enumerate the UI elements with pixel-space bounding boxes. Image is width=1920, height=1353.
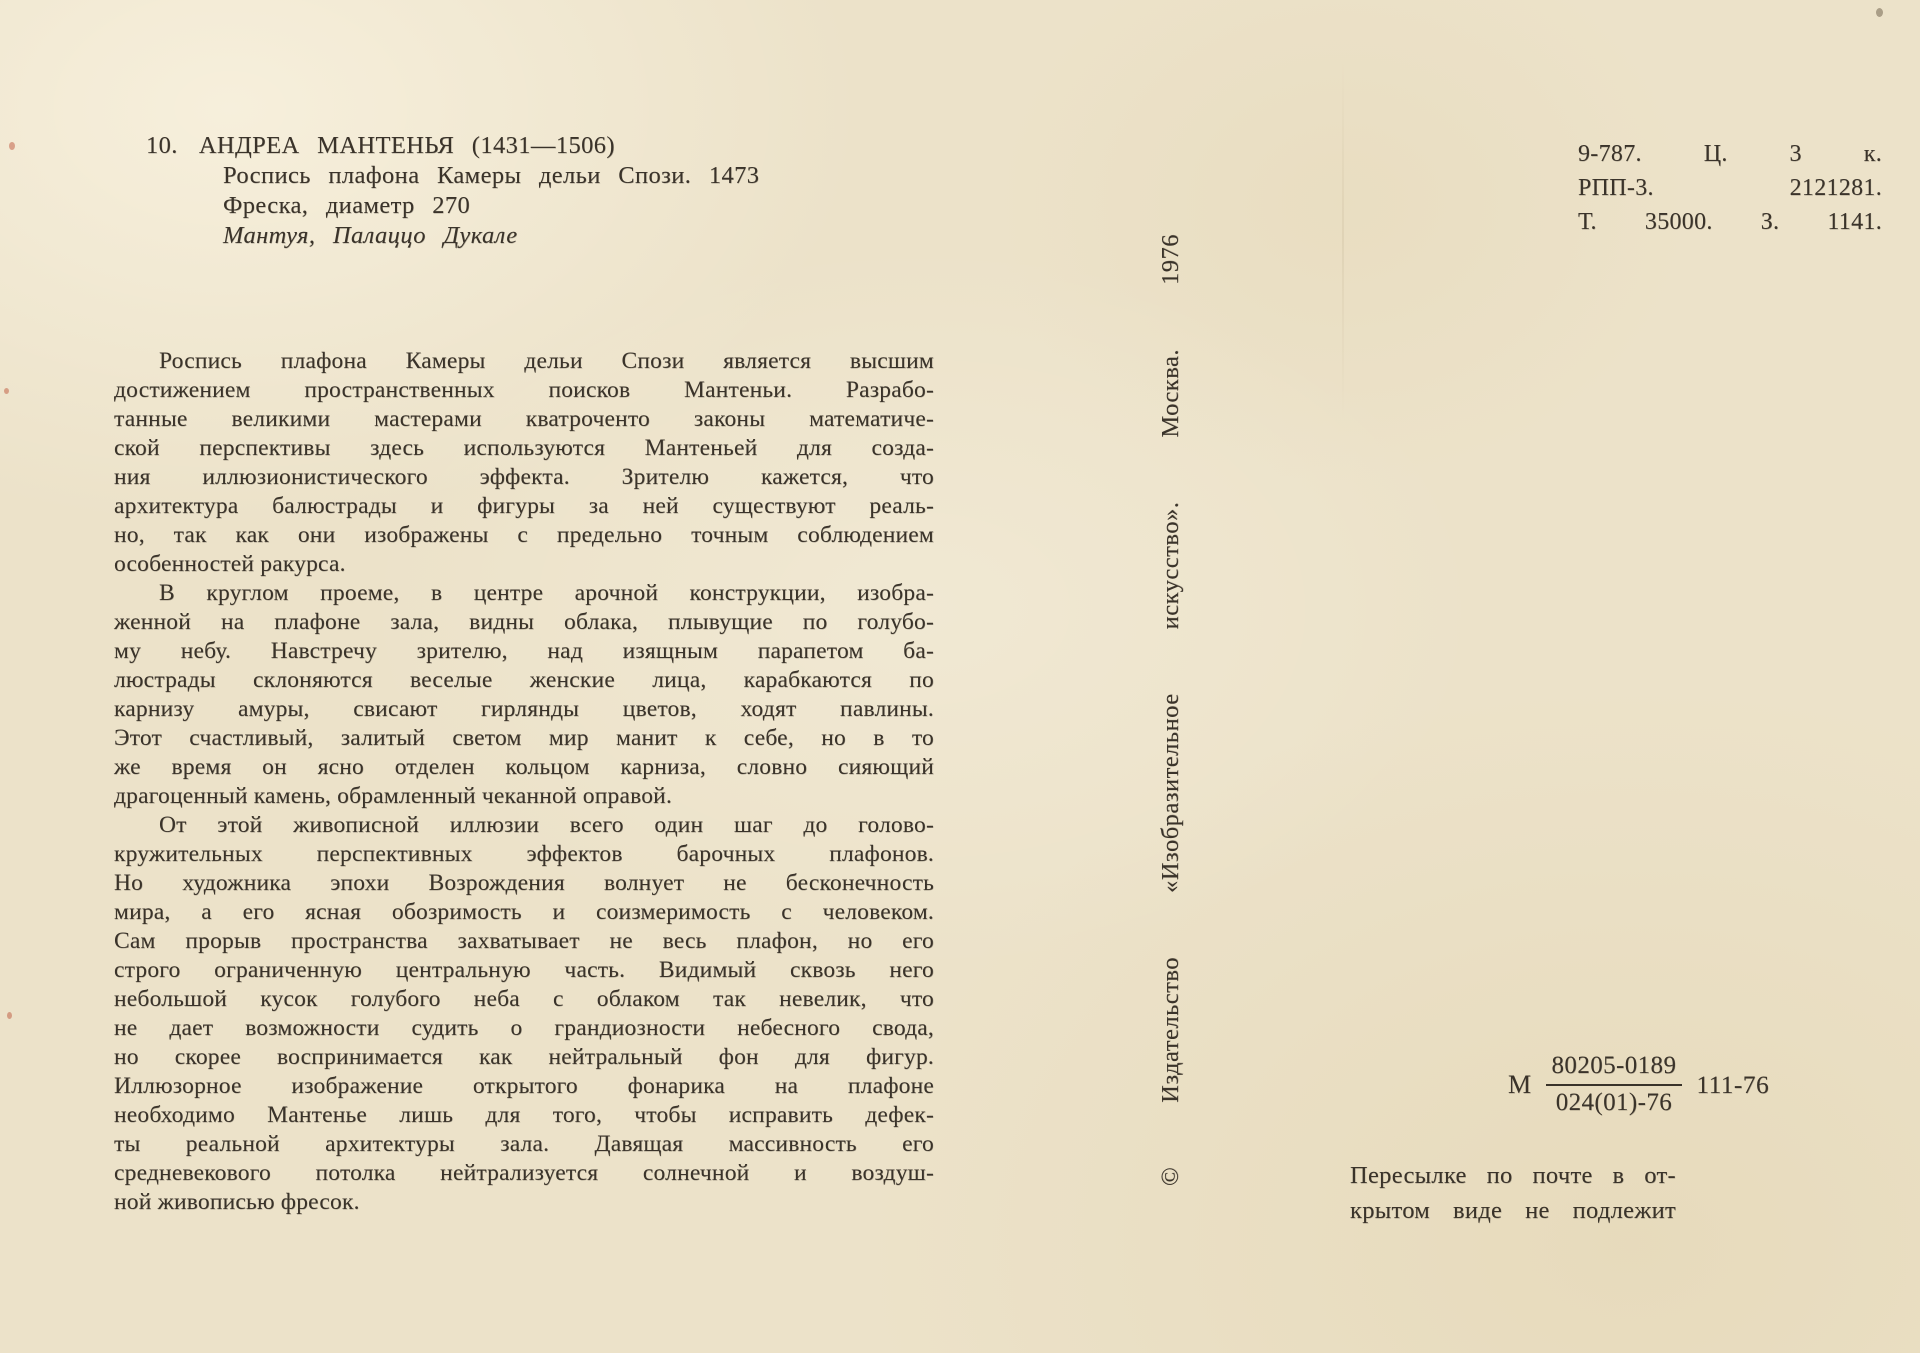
text-line: Этот счастливый, залитый светом мир манит к себе, но в то <box>114 725 934 751</box>
description-text <box>114 347 934 1217</box>
catalog-index-block <box>1508 1052 1769 1118</box>
text-line: достижением пространственных поисков Мантеньи. Разрабо- <box>114 377 934 403</box>
text-line: люстрады склоняются веселые женские лица, карабкаются по <box>114 667 934 693</box>
scan-speck <box>9 142 15 150</box>
artist-name-and-dates: АНДРЕА МАНТЕНЬЯ (1431—1506) <box>198 132 615 159</box>
text-line: кружительных перспективных эффектов барочных плафонов. <box>114 841 934 867</box>
text-line: женной на плафоне зала, видны облака, плывущие по голубо- <box>114 609 934 635</box>
text-line: Но художника эпохи Возрождения волнует не бесконечность <box>114 870 934 896</box>
text-line: но, так как они изображены с предельно точным соблюдением <box>114 522 934 548</box>
paper-crease <box>1342 60 1344 420</box>
catalog-fraction-denominator: 024(01)-76 <box>1555 1088 1673 1116</box>
text-line: му небу. Навстречу зрителю, над изящным парапетом ба- <box>114 638 934 664</box>
catalog-fraction-numerator: 80205-0189 <box>1546 1052 1683 1086</box>
text-line: драгоценный камень, обрамленный чеканной оправой. <box>114 783 673 809</box>
text-line: не дает возможности судить о грандиозности небесного свода, <box>114 1015 934 1041</box>
text-line: ты реальной архитектуры зала. Давящая массивность его <box>114 1131 934 1157</box>
text-line: особенностей ракурса. <box>114 551 346 577</box>
text-line: архитектура балюстрады и фигуры за ней существуют реаль- <box>114 493 934 519</box>
copyright-symbol: © <box>1157 1166 1184 1186</box>
text-line: танные великими мастерами кватроченто законы математиче- <box>114 406 934 432</box>
title-line <box>146 131 759 161</box>
catalog-suffix-code: 111-76 <box>1696 1069 1770 1099</box>
postal-notice <box>1350 1158 1676 1228</box>
scan-speck <box>7 1012 12 1019</box>
text-line: ской перспективы здесь используются Мантеньей для созда- <box>114 435 934 461</box>
text-line: карнизу амуры, свисают гирлянды цветов, ходят павлины. <box>114 696 934 722</box>
title-block <box>146 131 759 251</box>
postal-notice-line: крытом виде не подлежит <box>1350 1197 1676 1224</box>
text-line: Сам прорыв пространства захватывает не весь плафон, но его <box>114 928 934 954</box>
rpp-code-line: РПП-3. 2121281. <box>1578 175 1882 201</box>
text-line: От этой живописной иллюзии всего один шаг до голово- <box>159 812 934 838</box>
publisher-word: Издательство <box>1157 957 1184 1103</box>
text-line: средневекового потолка нейтрализуется солнечной и воздуш- <box>114 1160 934 1186</box>
text-line: мира, а его ясная обозримость и соизмеримость с человеком. <box>114 899 934 925</box>
publisher-word: искусство». <box>1157 501 1184 630</box>
artwork-medium: Фреска, диаметр 270 <box>223 192 471 219</box>
text-line: В круглом проеме, в центре арочной конструкции, изобра- <box>159 580 934 606</box>
publisher-city: Москва. <box>1157 349 1184 438</box>
scan-speck <box>1876 8 1883 17</box>
catalog-item-number: 10. <box>146 132 178 159</box>
artwork-title: Роспись плафона Камеры дельи Спози. 1473 <box>223 162 760 189</box>
catalog-fraction <box>1546 1052 1683 1118</box>
scan-speck <box>4 388 9 394</box>
text-line: же время он ясно отделен кольцом карниза, словно сияющий <box>114 754 934 780</box>
text-line: Иллюзорное изображение открытого фонарика на плафоне <box>114 1073 934 1099</box>
publisher-year: 1976 <box>1157 234 1184 286</box>
publisher-imprint-vertical <box>1157 234 1185 1186</box>
tirage-code-line: Т. 35000. З. 1141. <box>1578 209 1882 235</box>
text-line: строго ограниченную центральную часть. Видимый сквозь него <box>114 957 934 983</box>
text-line: ния иллюзионистического эффекта. Зрителю кажется, что <box>114 464 934 490</box>
publisher-word: «Изобразительное <box>1157 693 1184 894</box>
catalog-series-letter: М <box>1508 1069 1532 1099</box>
text-line: необходимо Мантенье лишь для того, чтобы исправить дефек- <box>114 1102 934 1128</box>
text-line: но скорее воспринимается как нейтральный фон для фигур. <box>114 1044 934 1070</box>
print-codes-block <box>1578 137 1882 239</box>
text-line: Роспись плафона Камеры дельи Спози является высшим <box>159 348 934 374</box>
artwork-location: Мантуя, Палаццо Дукале <box>223 222 518 249</box>
text-line: небольшой кусок голубого неба с облаком так невелик, что <box>114 986 934 1012</box>
price-code-line: 9-787. Ц. 3 к. <box>1578 141 1882 167</box>
postal-notice-line: Пересылке по почте в от- <box>1350 1162 1676 1189</box>
text-line: ной живописью фресок. <box>114 1189 360 1215</box>
